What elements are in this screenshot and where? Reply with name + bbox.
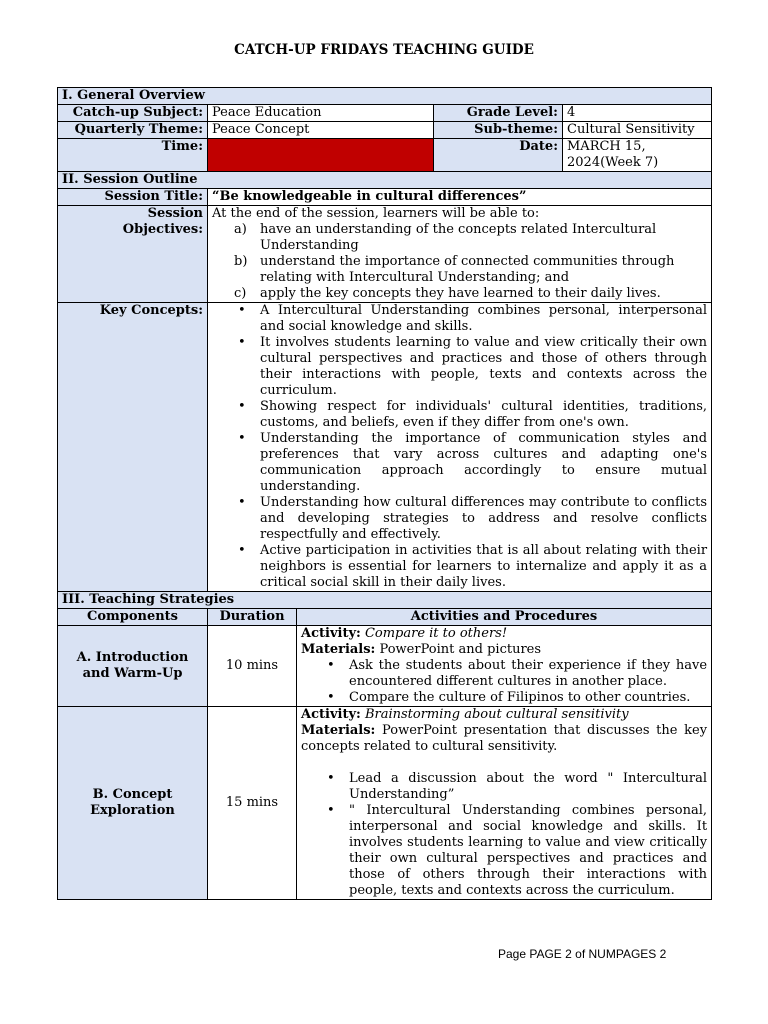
theme-value: Peace Concept [208, 122, 434, 139]
session-outline-heading: II. Session Outline [58, 172, 712, 189]
materials-value: PowerPoint and pictures [379, 642, 542, 657]
strategies-column-header-row [58, 609, 712, 626]
procedure-item: • Ask the students about their experience if they have encountered different cultures in another place. [349, 658, 707, 690]
materials-line [301, 642, 707, 658]
theme-label: Quarterly Theme: [58, 122, 208, 139]
duration-cell: 10 mins [208, 626, 297, 707]
procedure-list [301, 658, 707, 706]
page-footer: Page PAGE 2 of NUMPAGES 2 [498, 947, 667, 961]
activity-name: Brainstorming about cultural sensitivity [364, 707, 629, 722]
procedure-list [301, 771, 707, 899]
objective-item: apply the key concepts they have learned to their daily lives. [260, 286, 661, 301]
key-concept-item: • Active participation in activities that is all about relating with their neighbors is essential for learners to internalize and apply it as a critical social skill in their daily lives. [260, 543, 707, 591]
objectives-list [212, 222, 707, 302]
activity-label: Activity: [301, 626, 361, 641]
key-concept-item: • A Intercultural Understanding combines personal, interpersonal and social knowledge and skills. [260, 303, 707, 335]
component-cell: B. Concept Exploration [58, 707, 208, 900]
key-concepts-cell [208, 303, 712, 592]
component-cell: A. Introduction and Warm-Up [58, 626, 208, 707]
activity-line [301, 707, 707, 723]
activities-column-header: Activities and Procedures [297, 609, 712, 626]
objectives-row [58, 206, 712, 303]
activity-line [301, 626, 707, 642]
subject-label: Catch-up Subject: [58, 105, 208, 122]
objectives-cell [208, 206, 712, 303]
activity-label: Activity: [301, 707, 361, 722]
key-concept-item: • Understanding how cultural differences may contribute to conflicts and developing strategies to address and resolve conflicts respectfully and effectively. [260, 495, 707, 543]
key-concepts-row [58, 303, 712, 592]
date-label: Date: [434, 139, 563, 172]
objectives-intro: At the end of the session, learners will be able to: [212, 206, 540, 221]
key-concept-item: • Understanding the importance of communication styles and preferences that vary across cultures and adapting one's communication approach accordingly to ensure mutual understanding. [260, 431, 707, 495]
key-concept-item: • It involves students learning to value and view critically their own cultural perspectives and practices and those of others through their interactions with people, texts and contexts across the curriculum. [260, 335, 707, 399]
objective-item: understand the importance of connected communities through relating with Intercultural Understanding; and [260, 254, 675, 285]
teaching-strategies-heading: III. Teaching Strategies [58, 592, 712, 609]
grade-label: Grade Level: [434, 105, 563, 122]
time-label: Time: [58, 139, 208, 172]
date-value: MARCH 15, 2024(Week 7) [563, 139, 712, 172]
components-column-header: Components [58, 609, 208, 626]
general-overview-header-row [58, 88, 712, 105]
subject-value: Peace Education [208, 105, 434, 122]
session-title-row [58, 189, 712, 206]
session-outline-header-row [58, 172, 712, 189]
time-value-redacted [208, 139, 434, 172]
duration-cell: 15 mins [208, 707, 297, 900]
activity-cell [297, 626, 712, 707]
teaching-guide-table [57, 87, 712, 900]
activity-name: Compare it to others! [364, 626, 508, 641]
duration-column-header: Duration [208, 609, 297, 626]
document-title: CATCH-UP FRIDAYS TEACHING GUIDE [234, 42, 534, 58]
general-overview-heading: I. General Overview [58, 88, 712, 105]
procedure-item: • Compare the culture of Filipinos to other countries. [349, 690, 707, 706]
spacer [301, 755, 707, 771]
key-concept-item: • Showing respect for individuals' cultural identities, traditions, customs, and beliefs, even if they differ from one's own. [260, 399, 707, 431]
materials-line [301, 723, 707, 755]
subject-row [58, 105, 712, 122]
theme-row [58, 122, 712, 139]
subtheme-label: Sub-theme: [434, 122, 563, 139]
procedure-item: • Lead a discussion about the word " Intercultural Understanding” [349, 771, 707, 803]
objectives-label: Session Objectives: [58, 206, 208, 303]
session-title-label: Session Title: [58, 189, 208, 206]
strategy-row-introduction [58, 626, 712, 707]
procedure-item: • " Intercultural Understanding combines personal, interpersonal and social knowledge and skills. It involves students learning to value and view critically their own cultural perspectives and practices and those of others through their interactions with people, texts and contexts across the curriculum. [349, 803, 707, 899]
key-concepts-list [212, 303, 707, 591]
key-concepts-label: Key Concepts: [58, 303, 208, 592]
time-date-row [58, 139, 712, 172]
session-title-value: “Be knowledgeable in cultural differences” [208, 189, 712, 206]
grade-value: 4 [563, 105, 712, 122]
materials-label: Materials: [301, 642, 376, 657]
teaching-strategies-header-row [58, 592, 712, 609]
strategy-row-concept-exploration [58, 707, 712, 900]
objective-item: have an understanding of the concepts related Intercultural Understanding [260, 222, 657, 253]
materials-label: Materials: [301, 723, 376, 738]
materials-value: PowerPoint presentation that discusses the key concepts related to cultural sensitivity. [301, 723, 708, 754]
subtheme-value: Cultural Sensitivity [563, 122, 712, 139]
activity-cell [297, 707, 712, 900]
